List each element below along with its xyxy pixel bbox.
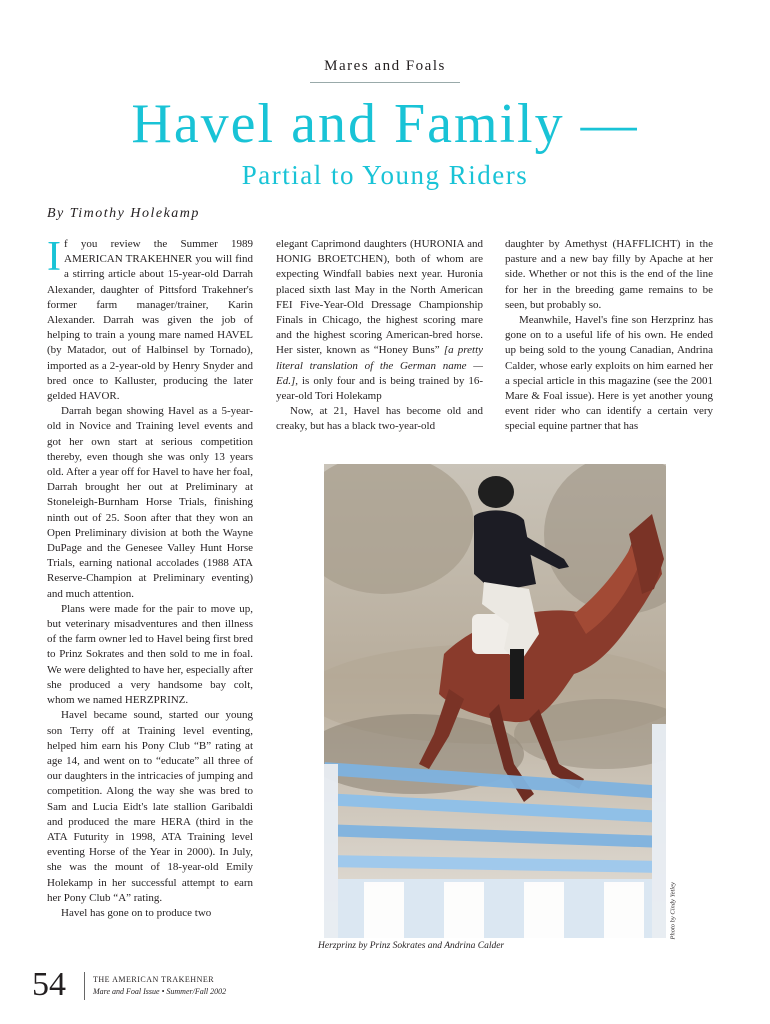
publication-name: THE AMERICAN TRAKEHNER: [93, 975, 215, 984]
paragraph: daughter by Amethyst (HAFFLICHT) in the pasture and a new bay filly by Apache at her side. Whether or not this is the end of the line for her in the breeding game remains to be seen, but probably so.: [505, 238, 713, 311]
horse-jumping-photo: [324, 464, 666, 938]
drop-cap: I: [47, 237, 61, 280]
paragraph-text: elegant Caprimond daughters (HURONIA and HONIG BROETCHEN), both of whom are expecting Windfall babies next year. Huronia placed sixth last May in the North American FEI Five-Year-Old Dressage Championship Finals in Chicago, the highest scoring mare and the highest scoring American-bred horse. Her sister, known as “Honey Buns”: [276, 238, 483, 357]
photo-caption: Herzprinz by Prinz Sokrates and Andrina Calder: [318, 941, 505, 951]
paragraph: Havel has gone on to produce two: [61, 906, 212, 919]
paragraph-text: , is only four and is being trained by 16-year-old Tori Holekamp: [276, 374, 483, 403]
paragraph: Meanwhile, Havel's fine son Herzprinz has gone on to a useful life of his own. He ended up being sold to the young Canadian, Andrina Calder, whose early exploits on him earned her a special article in this magazine (see the 2001 Mare & Foal issue). Here is yet another young event rider who can identify a certain very special equine partner that has: [505, 314, 713, 433]
paragraph: Havel became sound, started our young son Terry off at Training level eventing, helped him earn his Pony Club “B” rating at age 14, and went on to “educate” all three of our daughters in the intricacies of jumping and competition. Along the way she was bred to Sam and Lucia Eidt's late stallion Garibaldi and produced the mare HERA (third in the ATA Futurity in 1998, ATA Training level eventing Horse of the Year in 2000). In July, she was the mount of 18-year-old Emily Holekamp in her successful attempt to earn her Pony Club “A” rating.: [47, 709, 253, 904]
page-number: 54: [32, 966, 66, 1003]
paragraph-text: f you review the Summer 1989 AMERICAN TRAKEHNER you will find a stirring article about 15-year-old Darrah Alexander, daughter of Pittsford Trakehner's former farm manager/trainer, Karin Alexander. Darrah was given the job of helping to train a young mare named HAVEL (by Matador, out of Halbinsel by Tornado), imported as a 2-year-old by Henry Snyder and bred once to Kalluster, producing the later gelded HAVOR.: [47, 238, 253, 403]
paragraph: [47, 237, 253, 404]
paragraph: Darrah began showing Havel as a 5-year-old in Novice and Training level events and got her own start at serious competition thereby, even though she was only 13 years old. After a year off for Havel to have her foal, Darrah brought her out at Preliminary at Stoneleigh-Burnham Horse Trials, finishing ninth out of 25. Soon after that they won an Open Preliminary division at both the Wayne DuPage and the Genesee Valley Hunt Horse Trials, earning national accolades (1988 ATA Reserve-Champion at Preliminary eventing) and much attention.: [47, 405, 253, 600]
column-2: [276, 237, 483, 449]
issue-info: Mare and Foal Issue • Summer/Fall 2002: [93, 987, 227, 996]
article-title: Havel and Family —: [131, 93, 639, 155]
kicker-rule: [310, 82, 460, 83]
column-1: [47, 237, 253, 953]
byline: By Timothy Holekamp: [47, 206, 200, 221]
footer-divider: [84, 972, 85, 1000]
paragraph: [276, 237, 483, 404]
paragraph: Now, at 21, Havel has become old and creaky, but has a black two-year-old: [276, 405, 483, 433]
article-photo: [324, 464, 666, 938]
photo-credit: [668, 860, 678, 940]
article-subtitle: Partial to Young Riders: [241, 160, 529, 190]
paragraph: Plans were made for the pair to move up, but veterinary misadventures and then illness of the farm owner led to Havel being first bred to Prinz Sokrates and then sold to me in foal. We were delighted to have her, especially after she produced a very handsome bay colt, whom we named HERZPRINZ.: [47, 602, 253, 707]
photo-credit-text: Photo by Cindy Yetley: [669, 882, 677, 940]
section-kicker: Mares and Foals: [324, 58, 446, 74]
column-3: [505, 237, 713, 449]
editor-note: [a pretty literal translation of the German name — Ed.]: [276, 344, 483, 387]
